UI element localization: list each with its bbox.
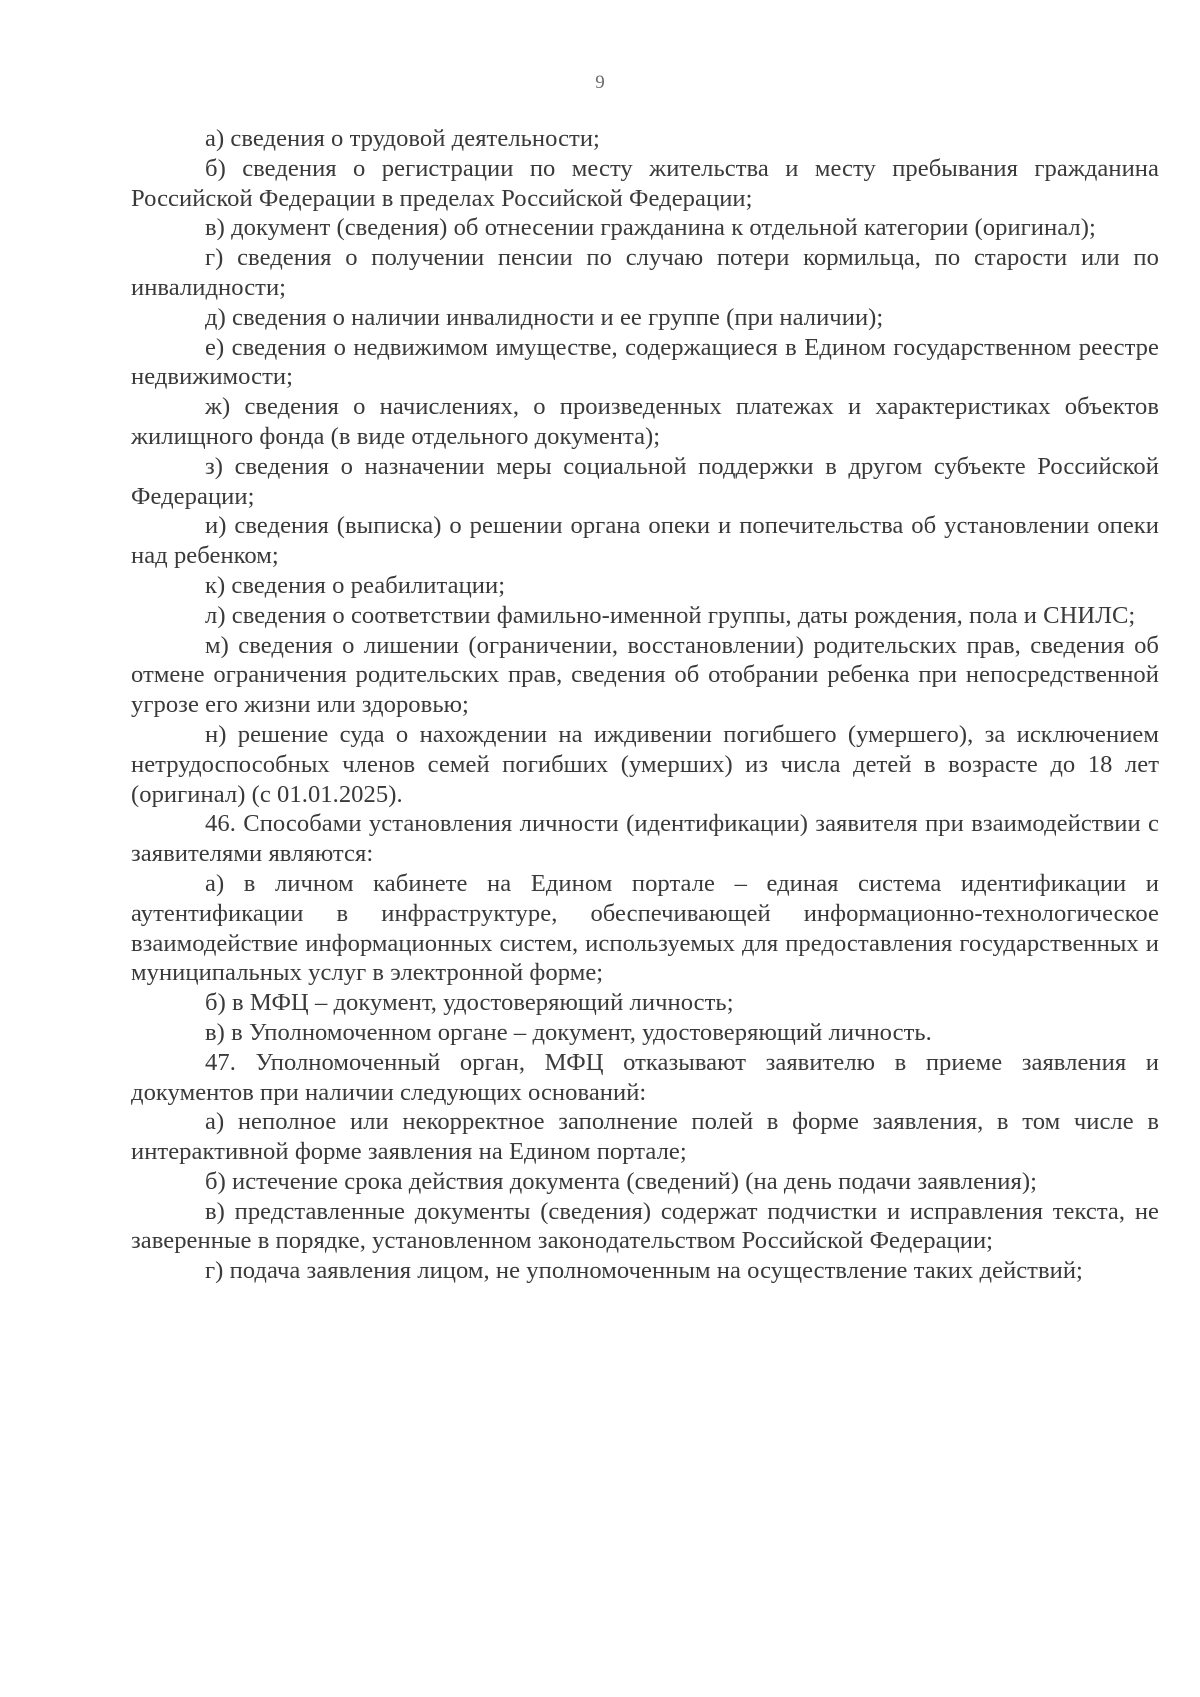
paragraph-k-rehabilitation: к) сведения о реабилитации;	[205, 571, 506, 599]
paragraph-47-refusal: 47. Уполномоченный орган, МФЦ отказывают заявителю в приеме заявления и документов при наличии следующих оснований:	[131, 1048, 1159, 1106]
paragraph-47g-unauthorized: г) подача заявления лицом, не уполномоченным на осуществление таких действий;	[205, 1257, 1083, 1285]
paragraph-47v-corrections: в) представленные документы (сведения) содержат подчистки и исправления текста, не заверенные в порядке, установленном законодательством Российской Федерации;	[131, 1197, 1159, 1255]
document-body	[131, 124, 1159, 1286]
paragraph-46-identification: 46. Способами установления личности (идентификации) заявителя при взаимодействии с заявителями являются:	[131, 810, 1159, 868]
paragraph-47b-expired: б) истечение срока действия документа (сведений) (на день подачи заявления);	[205, 1167, 1037, 1195]
paragraph-zh-payments: ж) сведения о начислениях, о произведенных платежах и характеристиках объектов жилищного фонда (в виде отдельного документа);	[131, 393, 1159, 450]
paragraph-z-social-support: з) сведения о назначении меры социальной поддержки в другом субъекте Российской Федерации;	[131, 452, 1159, 510]
page-number: 9	[595, 72, 605, 93]
paragraph-n-court-decision: н) решение суда о нахождении на иждивении погибшего (умершего), за исключением нетрудоспособных членов семей погибших (умерших) из числа детей в возрасте до 18 лет (оригинал) (с 01.01.2025).	[131, 720, 1159, 808]
paragraph-l-snils: л) сведения о соответствии фамильно-именной группы, даты рождения, пола и СНИЛС;	[205, 601, 1136, 629]
paragraph-a-labor: а) сведения о трудовой деятельности;	[205, 125, 600, 152]
paragraph-46a-portal: а) в личном кабинете на Едином портале – единая система идентификации и аутентификации в инфраструктуре, обеспечивающей информационно-технологическое взаимодействие информационных систем, используемых для предоставления государственных и муниципальных услуг в электронной форме;	[131, 869, 1159, 987]
paragraph-i-guardianship: и) сведения (выписка) о решении органа опеки и попечительства об установлении опеки над ребенком;	[131, 512, 1159, 570]
paragraph-b-registration: б) сведения о регистрации по месту жительства и месту пребывания гражданина Российской Федерации в пределах Российской Федерации;	[131, 154, 1159, 212]
paragraph-v-category: в) документ (сведения) об отнесении гражданина к отдельной категории (оригинал);	[205, 214, 1096, 242]
paragraph-m-parental-rights: м) сведения о лишении (ограничении, восстановлении) родительских прав, сведения об отмене ограничения родительских прав, сведения об отобрании ребенка при непосредственной угрозе его жизни или здоровью;	[131, 631, 1159, 719]
paragraph-47a-incomplete: а) неполное или некорректное заполнение полей в форме заявления, в том числе в интерактивной форме заявления на Едином портале;	[131, 1108, 1159, 1166]
paragraph-46v-authority: в) в Уполномоченном органе – документ, удостоверяющий личность.	[205, 1018, 932, 1046]
paragraph-d-disability: д) сведения о наличии инвалидности и ее группе (при наличии);	[205, 303, 884, 331]
paragraph-g-pension: г) сведения о получении пенсии по случаю потери кормильца, по старости или по инвалидности;	[131, 244, 1159, 301]
paragraph-e-real-estate: е) сведения о недвижимом имуществе, содержащиеся в Едином государственном реестре недвижимости;	[131, 333, 1159, 391]
paragraph-46b-mfc: б) в МФЦ – документ, удостоверяющий личность;	[205, 989, 734, 1017]
